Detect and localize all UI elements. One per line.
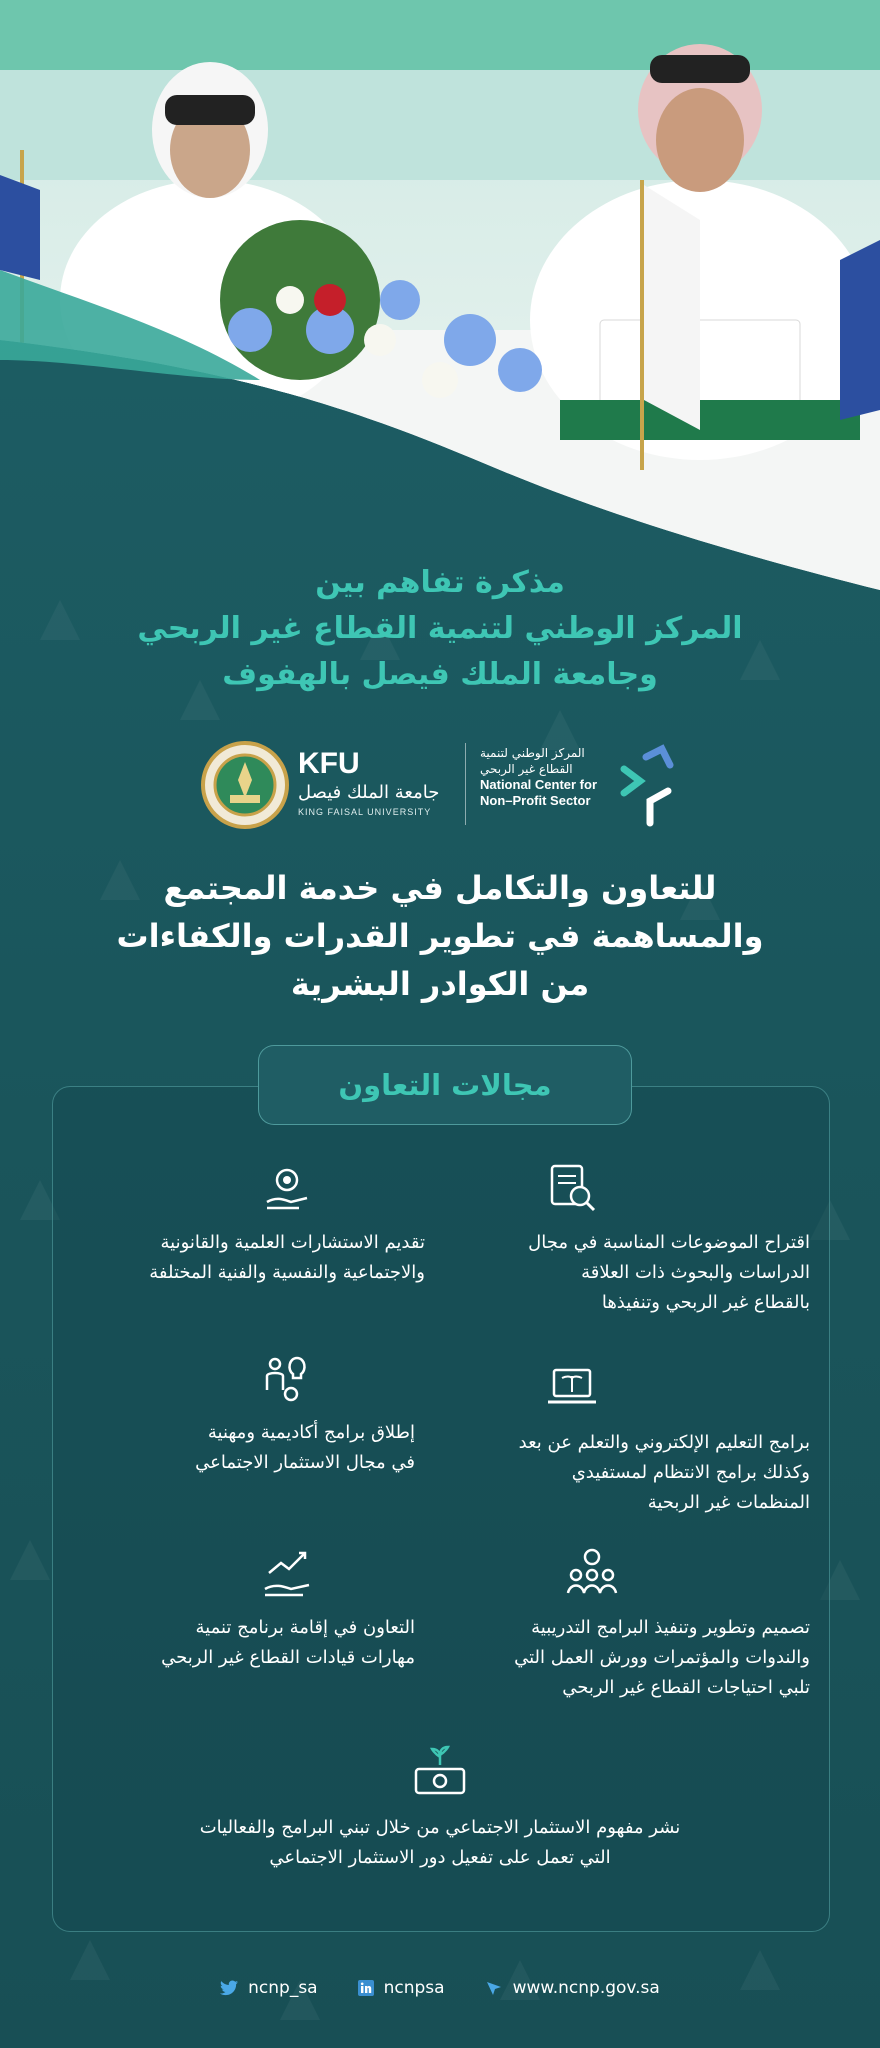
twitter-icon: [220, 1980, 238, 1996]
kfu-abbr: KFU: [298, 747, 360, 780]
cooperation-item-3-text: [460, 1428, 810, 1518]
ncnp-english-line-1: National Center for: [480, 777, 598, 792]
laptop-book-icon: [544, 1360, 600, 1416]
cooperation-item-6: [65, 1545, 415, 1673]
document-search-icon: [544, 1160, 600, 1216]
item-1-line-2: الدراسات والبحوث ذات العلاقة: [581, 1262, 810, 1283]
subtitle-line-1: للتعاون والتكامل في خدمة المجتمع: [163, 869, 717, 907]
item-2-line-2: والاجتماعية والنفسية والفنية المختلفة: [149, 1262, 425, 1283]
website-url: www.ncnp.gov.sa: [512, 1978, 660, 1998]
ncnp-english-line-2: Non–Profit Sector: [480, 793, 591, 808]
footer-linkedin[interactable]: [358, 1978, 445, 1998]
footer-twitter[interactable]: [220, 1978, 317, 1998]
cooperation-item-6-text: [65, 1613, 415, 1673]
item-7-line-2: التي تعمل على تفعيل دور الاستثمار الاجتماعي: [269, 1847, 611, 1868]
gear-hand-icon: [259, 1160, 315, 1216]
item-3-line-1: برامج التعليم الإلكتروني والتعلم عن بعد: [518, 1432, 810, 1453]
cooperation-item-7: [140, 1745, 740, 1873]
subtitle: [40, 864, 840, 1008]
footer: [0, 1968, 880, 2008]
logos-divider: [465, 743, 466, 825]
logos-row: [200, 735, 680, 835]
mou-title-line-3: وجامعة الملك فيصل بالهفوف: [222, 657, 658, 692]
kfu-arabic-name: جامعة الملك فيصل: [298, 782, 440, 803]
money-plant-icon: [412, 1745, 468, 1801]
subtitle-line-2: والمساهمة في تطوير القدرات والكفاءات: [116, 917, 764, 955]
person-idea-icon: [259, 1350, 315, 1406]
item-3-line-3: المنظمات غير الربحية: [647, 1492, 810, 1513]
cooperation-item-3: [460, 1360, 810, 1518]
twitter-handle: ncnp_sa: [248, 1978, 318, 1998]
cooperation-item-2: [65, 1160, 425, 1288]
ncnp-arabic-line-2: القطاع غير الربحي: [480, 762, 573, 776]
ncnp-text-block: [480, 745, 610, 809]
cooperation-item-2-text: [65, 1228, 425, 1288]
cooperation-item-5: [460, 1545, 810, 1703]
cooperation-item-7-text: [140, 1813, 740, 1873]
subtitle-line-3: من الكوادر البشرية: [290, 965, 590, 1003]
growth-hand-icon: [259, 1545, 315, 1601]
linkedin-handle: ncnpsa: [383, 1978, 445, 1998]
item-4-line-2: في مجال الاستثمار الاجتماعي: [195, 1452, 415, 1473]
mou-title-line-1: مذكرة تفاهم بين: [315, 565, 565, 600]
kfu-logo-icon: [200, 740, 290, 830]
cursor-icon: [485, 1980, 503, 1996]
cooperation-item-4: [65, 1350, 415, 1478]
ncnp-arabic-line-1: المركز الوطني لتنمية: [480, 746, 585, 760]
cooperation-item-1-text: [460, 1228, 810, 1318]
item-6-line-1: التعاون في إقامة برنامج تنمية: [195, 1617, 415, 1638]
item-6-line-2: مهارات قيادات القطاع غير الربحي: [161, 1647, 415, 1668]
team-star-icon: [564, 1545, 620, 1601]
cooperation-item-5-text: [460, 1613, 810, 1703]
cooperation-item-1: [460, 1160, 810, 1318]
item-7-line-1: نشر مفهوم الاستثمار الاجتماعي من خلال تبني البرامج والفعاليات: [199, 1817, 681, 1838]
kfu-english-name: KING FAISAL UNIVERSITY: [298, 807, 432, 817]
cooperation-item-4-text: [65, 1418, 415, 1478]
mou-title-line-2: المركز الوطني لتنمية القطاع غير الربحي: [137, 611, 743, 646]
section-title: مجالات التعاون: [258, 1045, 632, 1125]
item-2-line-1: تقديم الاستشارات العلمية والقانونية: [160, 1232, 425, 1253]
item-1-line-3: بالقطاع غير الربحي وتنفيذها: [601, 1292, 810, 1313]
item-5-line-3: تلبي احتياجات القطاع غير الربحي: [562, 1677, 810, 1698]
item-3-line-2: وكذلك برامج الانتظام لمستفيدي: [571, 1462, 810, 1483]
item-1-line-1: اقتراح الموضوعات المناسبة في مجال: [528, 1232, 810, 1253]
mou-title: [40, 560, 840, 698]
ncnp-logo-icon: [612, 739, 682, 829]
item-5-line-2: والندوات والمؤتمرات وورش العمل التي: [514, 1647, 810, 1668]
linkedin-icon: [358, 1980, 374, 1996]
signing-ceremony-photo: [0, 0, 880, 600]
item-5-line-1: تصميم وتطوير وتنفيذ البرامج التدريبية: [531, 1617, 810, 1638]
footer-website[interactable]: [485, 1978, 660, 1998]
item-4-line-1: إطلاق برامج أكاديمية ومهنية: [207, 1422, 415, 1443]
